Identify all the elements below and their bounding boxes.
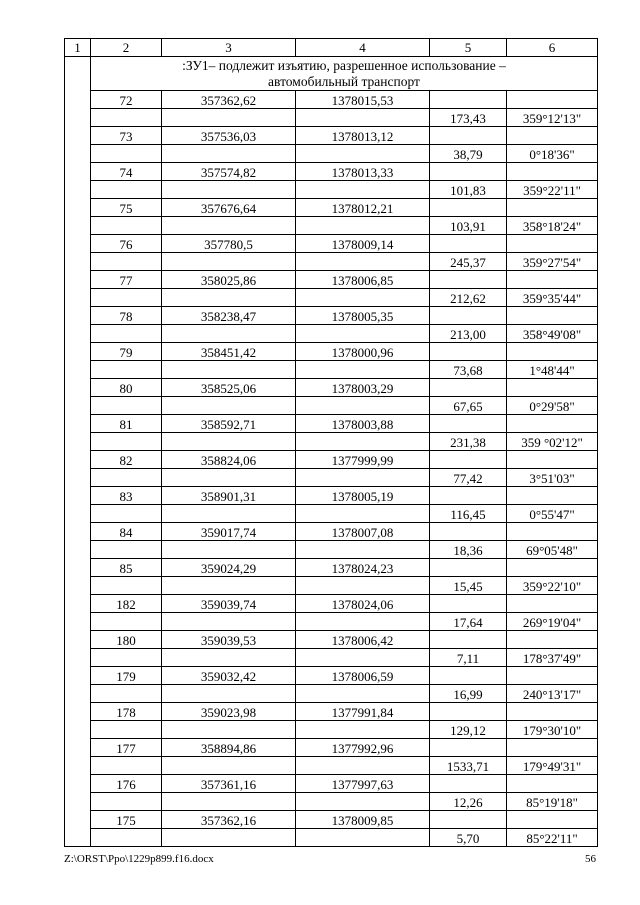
y-coordinate-cell: 1378012,21 (296, 199, 430, 217)
direction-angle-cell: 358°18'24" (507, 217, 598, 235)
y-coordinate-cell (296, 397, 430, 415)
direction-angle-cell: 359°12'13" (507, 109, 598, 127)
point-number-cell (91, 613, 162, 631)
x-coordinate-cell (162, 505, 296, 523)
table-row (65, 793, 598, 811)
distance-cell (430, 487, 507, 505)
y-coordinate-cell: 1378006,59 (296, 667, 430, 685)
x-coordinate-cell: 358824,06 (162, 451, 296, 469)
table-row (65, 451, 598, 469)
x-coordinate-cell: 357362,16 (162, 811, 296, 829)
table-row (65, 271, 598, 289)
table-row (65, 361, 598, 379)
table-row (65, 667, 598, 685)
y-coordinate-cell: 1378007,08 (296, 523, 430, 541)
y-coordinate-cell (296, 829, 430, 847)
point-number-cell: 84 (91, 523, 162, 541)
direction-angle-cell (507, 343, 598, 361)
x-coordinate-cell (162, 253, 296, 271)
x-coordinate-cell (162, 325, 296, 343)
direction-angle-cell (507, 559, 598, 577)
point-number-cell (91, 541, 162, 559)
x-coordinate-cell: 358894,86 (162, 739, 296, 757)
distance-cell (430, 703, 507, 721)
point-number-cell (91, 649, 162, 667)
direction-angle-cell: 359°22'10" (507, 577, 598, 595)
x-coordinate-cell (162, 649, 296, 667)
column-number: 4 (296, 39, 430, 57)
x-coordinate-cell (162, 721, 296, 739)
point-number-cell: 176 (91, 775, 162, 793)
y-coordinate-cell (296, 181, 430, 199)
direction-angle-cell: 85°22'11" (507, 829, 598, 847)
point-number-cell: 85 (91, 559, 162, 577)
point-number-cell (91, 217, 162, 235)
point-number-cell (91, 685, 162, 703)
table-row (65, 289, 598, 307)
y-coordinate-cell: 1378024,23 (296, 559, 430, 577)
y-coordinate-cell (296, 793, 430, 811)
distance-cell (430, 307, 507, 325)
distance-cell (430, 667, 507, 685)
distance-cell: 103,91 (430, 217, 507, 235)
direction-angle-cell (507, 703, 598, 721)
distance-cell (430, 127, 507, 145)
distance-cell: 12,26 (430, 793, 507, 811)
y-coordinate-cell (296, 325, 430, 343)
distance-cell (430, 91, 507, 109)
direction-angle-cell: 240°13'17" (507, 685, 598, 703)
direction-angle-cell (507, 739, 598, 757)
y-coordinate-cell (296, 541, 430, 559)
distance-cell (430, 631, 507, 649)
column-number: 2 (91, 39, 162, 57)
direction-angle-cell: 359°35'44" (507, 289, 598, 307)
table-row (65, 433, 598, 451)
point-number-cell (91, 793, 162, 811)
distance-cell: 101,83 (430, 181, 507, 199)
direction-angle-cell (507, 523, 598, 541)
x-coordinate-cell (162, 289, 296, 307)
point-number-cell: 78 (91, 307, 162, 325)
column-1-blank-cell (65, 57, 91, 847)
table-row (65, 487, 598, 505)
direction-angle-cell (507, 235, 598, 253)
table-row (65, 235, 598, 253)
table-row (65, 379, 598, 397)
point-number-cell: 80 (91, 379, 162, 397)
x-coordinate-cell: 359039,74 (162, 595, 296, 613)
table-row (65, 649, 598, 667)
x-coordinate-cell: 359024,29 (162, 559, 296, 577)
y-coordinate-cell: 1378009,85 (296, 811, 430, 829)
x-coordinate-cell: 359017,74 (162, 523, 296, 541)
direction-angle-cell: 358°49'08" (507, 325, 598, 343)
direction-angle-cell (507, 595, 598, 613)
column-number: 1 (65, 39, 91, 57)
table-row (65, 145, 598, 163)
x-coordinate-cell (162, 397, 296, 415)
point-number-cell: 72 (91, 91, 162, 109)
distance-cell: 73,68 (430, 361, 507, 379)
direction-angle-cell: 179°30'10" (507, 721, 598, 739)
distance-cell: 18,36 (430, 541, 507, 559)
direction-angle-cell: 359°27'54" (507, 253, 598, 271)
distance-cell (430, 811, 507, 829)
point-number-cell: 74 (91, 163, 162, 181)
direction-angle-cell: 85°19'18" (507, 793, 598, 811)
y-coordinate-cell: 1378003,29 (296, 379, 430, 397)
column-number: 3 (162, 39, 296, 57)
point-number-cell (91, 325, 162, 343)
y-coordinate-cell: 1378009,14 (296, 235, 430, 253)
coordinates-table (64, 38, 598, 847)
point-number-cell: 182 (91, 595, 162, 613)
x-coordinate-cell: 359039,53 (162, 631, 296, 649)
x-coordinate-cell (162, 469, 296, 487)
x-coordinate-cell (162, 217, 296, 235)
y-coordinate-cell (296, 109, 430, 127)
point-number-cell (91, 253, 162, 271)
distance-cell (430, 343, 507, 361)
distance-cell (430, 739, 507, 757)
distance-cell (430, 271, 507, 289)
direction-angle-cell: 359°22'11" (507, 181, 598, 199)
y-coordinate-cell: 1378013,33 (296, 163, 430, 181)
section-title-line-1: :ЗУ1– подлежит изъятию, разрешенное использование – (182, 57, 506, 73)
point-number-cell (91, 433, 162, 451)
table-row (65, 595, 598, 613)
point-number-cell: 76 (91, 235, 162, 253)
distance-cell: 7,11 (430, 649, 507, 667)
y-coordinate-cell: 1378005,19 (296, 487, 430, 505)
distance-cell: 213,00 (430, 325, 507, 343)
table-row (65, 613, 598, 631)
distance-cell (430, 199, 507, 217)
distance-cell (430, 415, 507, 433)
x-coordinate-cell: 358025,86 (162, 271, 296, 289)
distance-cell (430, 595, 507, 613)
direction-angle-cell: 3°51'03" (507, 469, 598, 487)
point-number-cell (91, 469, 162, 487)
y-coordinate-cell: 1378003,88 (296, 415, 430, 433)
table-row (65, 163, 598, 181)
table-row (65, 343, 598, 361)
column-number-row (65, 39, 598, 57)
direction-angle-cell: 178°37'49" (507, 649, 598, 667)
table-row (65, 739, 598, 757)
direction-angle-cell: 0°18'36" (507, 145, 598, 163)
direction-angle-cell: 0°55'47" (507, 505, 598, 523)
point-number-cell (91, 289, 162, 307)
direction-angle-cell: 359 °02'12" (507, 433, 598, 451)
y-coordinate-cell (296, 253, 430, 271)
column-number: 6 (507, 39, 598, 57)
y-coordinate-cell (296, 721, 430, 739)
distance-cell (430, 559, 507, 577)
column-number: 5 (430, 39, 507, 57)
point-number-cell: 75 (91, 199, 162, 217)
direction-angle-cell (507, 163, 598, 181)
y-coordinate-cell (296, 757, 430, 775)
y-coordinate-cell: 1378006,85 (296, 271, 430, 289)
distance-cell: 245,37 (430, 253, 507, 271)
distance-cell (430, 523, 507, 541)
x-coordinate-cell: 357362,62 (162, 91, 296, 109)
direction-angle-cell (507, 451, 598, 469)
distance-cell (430, 379, 507, 397)
point-number-cell (91, 505, 162, 523)
x-coordinate-cell: 357536,03 (162, 127, 296, 145)
point-number-cell (91, 757, 162, 775)
y-coordinate-cell: 1378015,53 (296, 91, 430, 109)
direction-angle-cell (507, 199, 598, 217)
point-number-cell: 77 (91, 271, 162, 289)
y-coordinate-cell (296, 649, 430, 667)
x-coordinate-cell (162, 361, 296, 379)
distance-cell: 5,70 (430, 829, 507, 847)
x-coordinate-cell: 357361,16 (162, 775, 296, 793)
direction-angle-cell (507, 775, 598, 793)
distance-cell: 231,38 (430, 433, 507, 451)
point-number-cell: 82 (91, 451, 162, 469)
direction-angle-cell (507, 307, 598, 325)
x-coordinate-cell: 358592,71 (162, 415, 296, 433)
y-coordinate-cell (296, 577, 430, 595)
x-coordinate-cell (162, 145, 296, 163)
table-row (65, 541, 598, 559)
table-row (65, 181, 598, 199)
point-number-cell: 175 (91, 811, 162, 829)
y-coordinate-cell: 1378005,35 (296, 307, 430, 325)
y-coordinate-cell: 1377992,96 (296, 739, 430, 757)
y-coordinate-cell: 1378000,96 (296, 343, 430, 361)
y-coordinate-cell: 1378013,12 (296, 127, 430, 145)
distance-cell: 77,42 (430, 469, 507, 487)
distance-cell: 67,65 (430, 397, 507, 415)
direction-angle-cell (507, 379, 598, 397)
table-row (65, 325, 598, 343)
table-row (65, 559, 598, 577)
x-coordinate-cell: 359032,42 (162, 667, 296, 685)
y-coordinate-cell (296, 469, 430, 487)
y-coordinate-cell (296, 505, 430, 523)
direction-angle-cell (507, 415, 598, 433)
point-number-cell: 81 (91, 415, 162, 433)
distance-cell (430, 775, 507, 793)
section-title-line-2: автомобильный транспорт (268, 73, 420, 89)
y-coordinate-cell (296, 613, 430, 631)
point-number-cell (91, 145, 162, 163)
y-coordinate-cell: 1377997,63 (296, 775, 430, 793)
direction-angle-cell: 1°48'44" (507, 361, 598, 379)
table-row (65, 685, 598, 703)
point-number-cell (91, 397, 162, 415)
y-coordinate-cell: 1377991,84 (296, 703, 430, 721)
table-row (65, 199, 598, 217)
x-coordinate-cell (162, 109, 296, 127)
y-coordinate-cell (296, 217, 430, 235)
y-coordinate-cell: 1378024,06 (296, 595, 430, 613)
x-coordinate-cell: 357574,82 (162, 163, 296, 181)
y-coordinate-cell: 1378006,42 (296, 631, 430, 649)
x-coordinate-cell (162, 433, 296, 451)
table-row (65, 631, 598, 649)
section-title-row (65, 57, 598, 91)
distance-cell: 15,45 (430, 577, 507, 595)
table-row (65, 703, 598, 721)
table-row (65, 469, 598, 487)
table-row (65, 397, 598, 415)
direction-angle-cell (507, 487, 598, 505)
x-coordinate-cell (162, 757, 296, 775)
table-row (65, 721, 598, 739)
distance-cell (430, 163, 507, 181)
direction-angle-cell (507, 271, 598, 289)
distance-cell: 38,79 (430, 145, 507, 163)
x-coordinate-cell: 357780,5 (162, 235, 296, 253)
point-number-cell: 83 (91, 487, 162, 505)
table-row (65, 307, 598, 325)
section-title (91, 57, 598, 91)
x-coordinate-cell (162, 685, 296, 703)
distance-cell: 129,12 (430, 721, 507, 739)
x-coordinate-cell (162, 541, 296, 559)
y-coordinate-cell (296, 145, 430, 163)
point-number-cell (91, 721, 162, 739)
footer-file-path: Z:\ORST\Ppo\1229p899.f16.docx (64, 853, 214, 865)
table-row (65, 253, 598, 271)
distance-cell: 16,99 (430, 685, 507, 703)
direction-angle-cell (507, 91, 598, 109)
table-row (65, 829, 598, 847)
x-coordinate-cell: 358451,42 (162, 343, 296, 361)
x-coordinate-cell: 358901,31 (162, 487, 296, 505)
x-coordinate-cell (162, 793, 296, 811)
point-number-cell (91, 361, 162, 379)
distance-cell: 17,64 (430, 613, 507, 631)
table-row (65, 91, 598, 109)
table-row (65, 775, 598, 793)
point-number-cell: 79 (91, 343, 162, 361)
direction-angle-cell: 179°49'31" (507, 757, 598, 775)
table-row (65, 109, 598, 127)
point-number-cell: 73 (91, 127, 162, 145)
distance-cell: 173,43 (430, 109, 507, 127)
table-row (65, 757, 598, 775)
table-row (65, 127, 598, 145)
x-coordinate-cell: 359023,98 (162, 703, 296, 721)
direction-angle-cell: 269°19'04" (507, 613, 598, 631)
y-coordinate-cell: 1377999,99 (296, 451, 430, 469)
x-coordinate-cell (162, 577, 296, 595)
direction-angle-cell: 69°05'48" (507, 541, 598, 559)
y-coordinate-cell (296, 289, 430, 307)
point-number-cell: 178 (91, 703, 162, 721)
x-coordinate-cell: 357676,64 (162, 199, 296, 217)
y-coordinate-cell (296, 685, 430, 703)
distance-cell: 212,62 (430, 289, 507, 307)
direction-angle-cell (507, 811, 598, 829)
table-row (65, 217, 598, 235)
direction-angle-cell (507, 127, 598, 145)
point-number-cell: 180 (91, 631, 162, 649)
x-coordinate-cell: 358238,47 (162, 307, 296, 325)
x-coordinate-cell (162, 613, 296, 631)
table-row (65, 811, 598, 829)
point-number-cell (91, 181, 162, 199)
x-coordinate-cell: 358525,06 (162, 379, 296, 397)
direction-angle-cell (507, 631, 598, 649)
x-coordinate-cell (162, 829, 296, 847)
distance-cell (430, 235, 507, 253)
x-coordinate-cell (162, 181, 296, 199)
distance-cell: 116,45 (430, 505, 507, 523)
distance-cell: 1533,71 (430, 757, 507, 775)
point-number-cell (91, 577, 162, 595)
direction-angle-cell (507, 667, 598, 685)
table-row (65, 523, 598, 541)
y-coordinate-cell (296, 433, 430, 451)
table-row (65, 577, 598, 595)
distance-cell (430, 451, 507, 469)
y-coordinate-cell (296, 361, 430, 379)
direction-angle-cell: 0°29'58" (507, 397, 598, 415)
footer-page-number: 56 (585, 853, 596, 865)
point-number-cell (91, 829, 162, 847)
point-number-cell: 179 (91, 667, 162, 685)
table-row (65, 505, 598, 523)
point-number-cell (91, 109, 162, 127)
table-row (65, 415, 598, 433)
point-number-cell: 177 (91, 739, 162, 757)
